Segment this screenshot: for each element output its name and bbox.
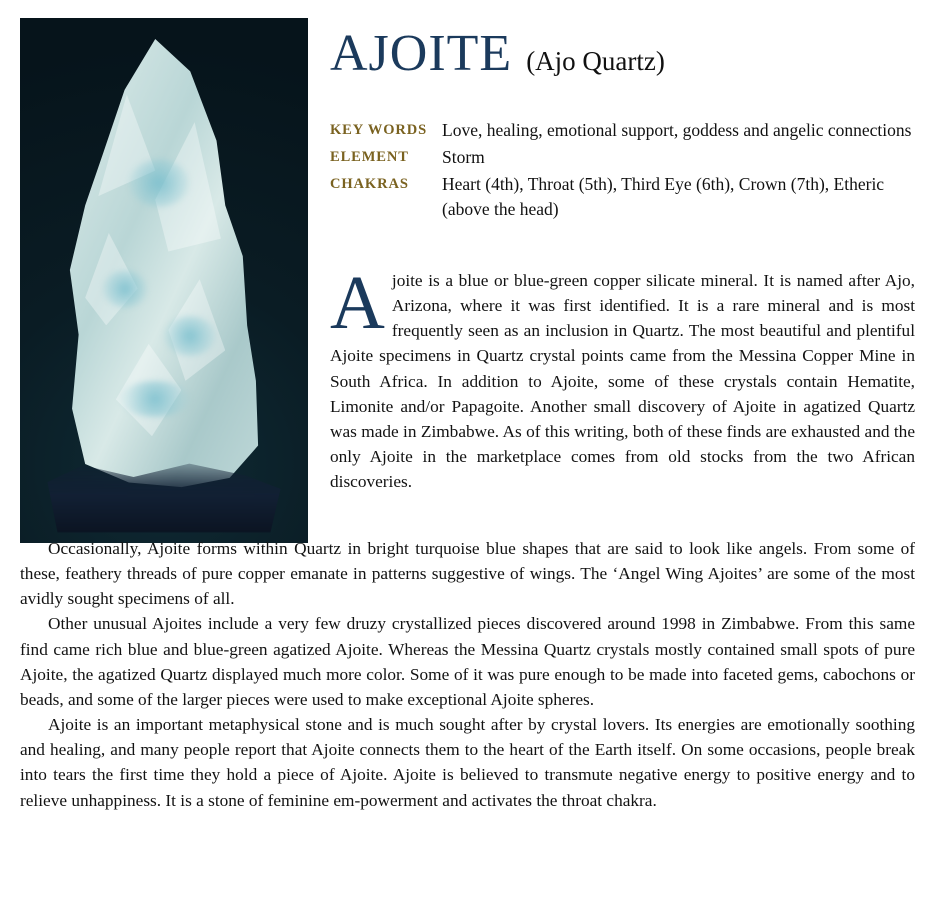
attribute-label: CHAKRAS xyxy=(330,175,409,192)
attribute-value: Heart (4th), Throat (5th), Third Eye (6th), Crown (7th), Etheric (above the head) xyxy=(442,173,885,219)
body-paragraph-2: Occasionally, Ajoite forms within Quartz in bright turquoise blue shapes that are said to look like angels. From some of these, feathery threads of pure copper emanate in patterns suggestive of wings. The ‘Angel Wing Ajoites’ are some of the most avidly sought specimens of all. xyxy=(20,539,915,609)
attribute-row-element xyxy=(330,145,915,170)
crystal-body-shape xyxy=(55,39,274,501)
attribute-value: Love, healing, emotional support, goddess and angelic connections xyxy=(442,120,912,140)
body-paragraph-4: Ajoite is an important metaphysical stone and is much sought after by crystal lovers. Its energies are emotionally soothing and healing, and many people report that Ajoite connects them to the heart of the Earth itself. On some occasions, people break into tears the first time they hold a piece of Ajoite. Ajoite is believed to transmute negative energy to positive energy and to relieve unhappiness. It is a stone of feminine em-powerment and activates the throat chakra. xyxy=(20,715,915,810)
body-paragraph-3: Other unusual Ajoites include a very few druzy crystallized pieces discovered around 1998 in Zimbabwe. From this same find came rich blue and blue-green agatized Ajoite. Whereas the Messina Quartz crystals mostly contained small spots of pure Ajoite, the agatized Quartz displayed much more color. Some of it was pure enough to be made into faceted gems, cabochons or beads, and some of the larger pieces were used to make exceptional Ajoite spheres. xyxy=(20,614,915,709)
drop-cap: A xyxy=(330,261,385,345)
attribute-value: Storm xyxy=(442,146,485,167)
ajoite-inclusion xyxy=(120,381,190,417)
attribute-label: KEY WORDS xyxy=(330,122,428,138)
attribute-row-chakras xyxy=(330,172,915,222)
ajoite-inclusion xyxy=(129,159,189,207)
attribute-label: ELEMENT xyxy=(330,148,409,165)
ajoite-inclusion xyxy=(164,316,216,356)
body-column-beside-image xyxy=(330,261,915,494)
body-paragraph-1: joite is a blue or blue-green copper silicate mineral. It is named after Ajo, Arizona, where it was first identified. It is a rare mineral and is most frequently seen as an inclusion in Quartz. The most beautiful and plentiful Ajoite specimens in Quartz crystal points came from the Messina Copper Mine in South Africa. In addition to Ajoite, some of these crystals contain Hematite, Limonite and/or Papagoite. Another small discovery of Ajoite in agatized Quartz was made in Zimbabwe. As of this writing, both of these finds are exhausted and the only Ajoite in the marketplace comes from old stocks from the two African discoveries. xyxy=(330,271,915,492)
body-full-width xyxy=(20,536,915,813)
attribute-list xyxy=(330,118,915,223)
stone-name: AJOITE xyxy=(330,25,513,82)
crystal-photo xyxy=(20,18,308,543)
ajoite-inclusion xyxy=(103,270,147,308)
page-title xyxy=(330,25,920,82)
stone-alternate-name: (Ajo Quartz) xyxy=(526,46,665,76)
attribute-row-key-words xyxy=(330,118,915,143)
